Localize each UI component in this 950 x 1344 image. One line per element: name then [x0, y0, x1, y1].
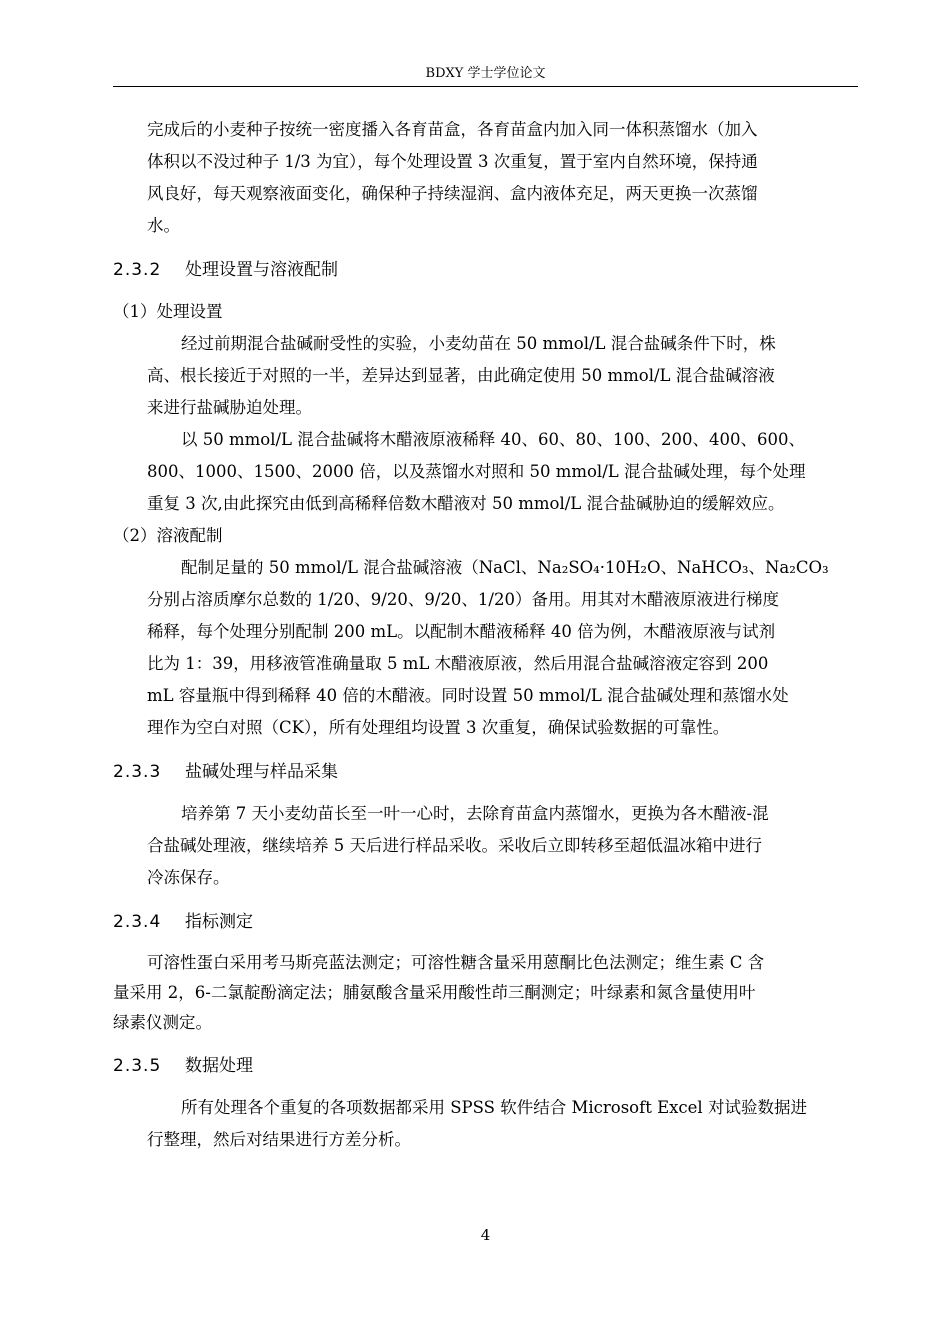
section-heading-2-3-5: [113, 1050, 858, 1082]
page-content: [113, 114, 858, 1156]
page-number: 4: [480, 1226, 491, 1244]
paragraph-line: 分别占溶质摩尔总数的 1/20、9/20、9/20、1/20）备用。用其对木醋液原液进行梯度: [147, 590, 779, 609]
paragraph-line: 以 50 mmol/L 混合盐碱将木醋液原液稀释 40、60、80、100、200、400、600、: [181, 430, 805, 449]
paragraph-line: 合盐碱处理液，继续培养 5 天后进行样品采收。采收后立即转移至超低温冰箱中进行: [147, 836, 762, 855]
paragraph-line: 所有处理各个重复的各项数据都采用 SPSS 软件结合 Microsoft Excel 对试验数据进: [181, 1098, 807, 1117]
paragraph-line: 量采用 2，6-二氯靛酚滴定法；脯氨酸含量采用酸性茚三酮测定；叶绿素和氮含量使用叶: [113, 983, 756, 1002]
paragraph-line: 来进行盐碱胁迫处理。: [147, 398, 312, 417]
paragraph-line: 800、1000、1500、2000 倍，以及蒸馏水对照和 50 mmol/L 混合盐碱处理，每个处理: [147, 462, 806, 481]
section-number: 2.3.4: [113, 912, 162, 932]
paragraph-line: 水。: [147, 216, 180, 235]
paragraph-line: 培养第 7 天小麦幼苗长至一叶一心时，去除育苗盒内蒸馏水，更换为各木醋液-混: [181, 804, 769, 823]
section-title: 数据处理: [185, 1056, 253, 1076]
paragraph-line: 稀释，每个处理分别配制 200 mL。以配制木醋液稀释 40 倍为例，木醋液原液与试剂: [147, 622, 776, 641]
list-item-2: （2）溶液配制: [113, 526, 223, 545]
section-number: 2.3.2: [113, 260, 162, 280]
paragraph-line: 可溶性蛋白采用考马斯亮蓝法测定；可溶性糖含量采用蒽酮比色法测定；维生素 C 含: [147, 953, 765, 972]
paragraph-line: mL 容量瓶中得到稀释 40 倍的木醋液。同时设置 50 mmol/L 混合盐碱处理和蒸馏水处: [147, 686, 789, 705]
paragraph-e: [113, 948, 858, 1038]
paragraph-line: 配制足量的 50 mmol/L 混合盐碱溶液（NaCl、Na₂SO₄·10H₂O、NaHCO₃、Na₂CO₃: [181, 558, 829, 577]
section-title: 盐碱处理与样品采集: [185, 762, 338, 782]
paragraph-intro: [113, 114, 858, 242]
paragraph-line: 高、根长接近于对照的一半，差异达到显著，由此确定使用 50 mmol/L 混合盐碱溶液: [147, 366, 775, 385]
running-header: BDXY 学士学位论文: [425, 66, 546, 81]
paragraph-line: 理作为空白对照（CK），所有处理组均设置 3 次重复，确保试验数据的可靠性。: [147, 718, 730, 737]
paragraph-a: [113, 328, 858, 424]
section-heading-2-3-2: [113, 254, 858, 286]
paragraph-line: 体积以不没过种子 1/3 为宜），每个处理设置 3 次重复，置于室内自然环境，保持通: [147, 152, 758, 171]
list-item-1: （1）处理设置: [113, 302, 223, 321]
section-heading-2-3-3: [113, 756, 858, 788]
paragraph-c: [113, 552, 858, 744]
paragraph-line: 完成后的小麦种子按统一密度播入各育苗盒，各育苗盒内加入同一体积蒸馏水（加入: [147, 120, 758, 139]
paragraph-f: [113, 1092, 858, 1156]
paragraph-line: 冷冻保存。: [147, 868, 230, 887]
paragraph-line: 风良好，每天观察液面变化，确保种子持续湿润、盒内液体充足，两天更换一次蒸馏: [147, 184, 758, 203]
section-number: 2.3.3: [113, 762, 162, 782]
section-title: 指标测定: [185, 912, 253, 932]
section-heading-2-3-4: [113, 906, 858, 938]
section-number: 2.3.5: [113, 1056, 162, 1076]
section-title: 处理设置与溶液配制: [185, 260, 338, 280]
header-rule: [113, 86, 858, 87]
paragraph-line: 重复 3 次,由此探究由低到高稀释倍数木醋液对 50 mmol/L 混合盐碱胁迫的缓解效应。: [147, 494, 785, 513]
paragraph-b: [113, 424, 858, 520]
paragraph-line: 行整理，然后对结果进行方差分析。: [147, 1130, 411, 1149]
paragraph-line: 比为 1：39，用移液管准确量取 5 mL 木醋液原液，然后用混合盐碱溶液定容到 200: [147, 654, 769, 673]
paragraph-d: [113, 798, 858, 894]
paragraph-line: 绿素仪测定。: [113, 1013, 212, 1032]
paragraph-line: 经过前期混合盐碱耐受性的实验，小麦幼苗在 50 mmol/L 混合盐碱条件下时，株: [181, 334, 776, 353]
